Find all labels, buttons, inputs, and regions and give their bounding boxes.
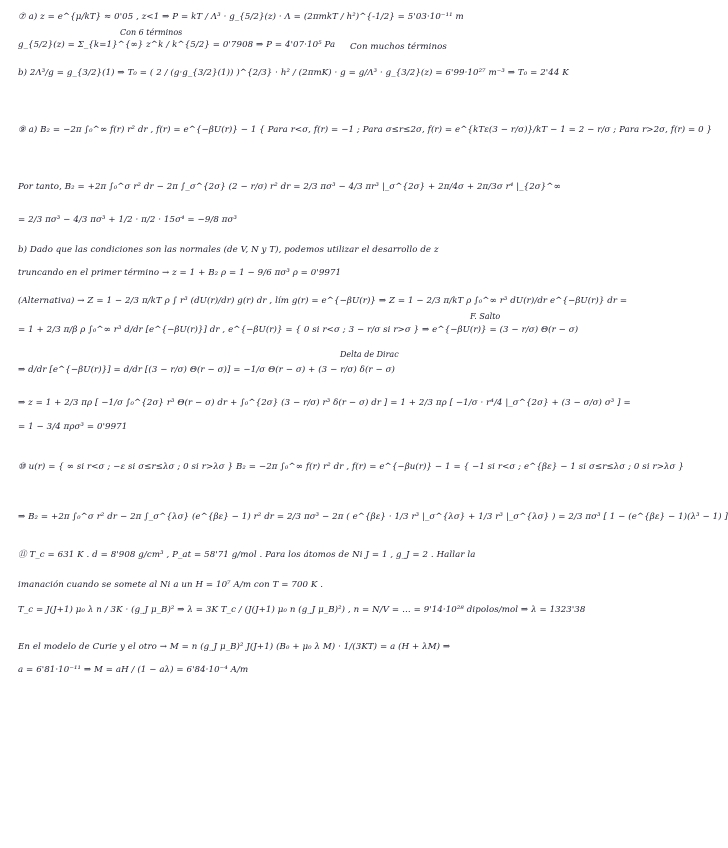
line-9a: ⑨ a) B₂ = −2π ∫₀^∞ f(r) r² dr , f(r) = e^{−βU(r)} − 1 { Para r<σ, f(r) = −1 ; Para σ≤r≤2σ, f(r) = e^{kTε(3 − r/σ)}/kT − 1 = 2 − r/σ ; Para r>2σ, f(r) = 0 } [18, 125, 713, 135]
line-7a-2: g_{5/2}(z) = Σ_{k=1}^{∞} z^k / k^{5/2} = 0'7908 ⇒ P = 4'07·10⁵ Pa [18, 40, 336, 50]
line-9b: b) Dado que las condiciones son las normales (de V, N y T), podemos utilizar el desarrollo de z [18, 245, 439, 255]
line-11-4: En el modelo de Curie y el otro → M = n (g_J μ_B)² J(J+1) (B₀ + μ₀ λ M) · 1/(3KT) = a (H + λM) ⇒ [18, 642, 451, 652]
line-10: ⑩ u(r) = { ∞ si r<σ ; −ε si σ≤r≤λσ ; 0 si r>λσ } B₂ = −2π ∫₀^∞ f(r) r² dr , f(r) = e^{−βu(r)} − 1 = { −1 si r<σ ; e^{βε} − 1 si σ≤r≤λσ ; 0 si r>λσ } [18, 462, 684, 472]
line-9b-alt-4: ⇒ z = 1 + 2/3 πρ [ −1/σ ∫₀^{2σ} r³ Θ(r − σ) dr + ∫₀^{2σ} (3 − r/σ) r³ δ(r − σ) dr ] = 1 + 2/3 πρ [ −1/σ · r⁴/4 |_σ^{2σ} + (3 − σ/σ) σ³ ] = [18, 398, 631, 408]
line-9b-alt-5: = 1 − 3/4 πρσ³ = 0'9971 [18, 422, 128, 432]
line-11: ⑪ T_c = 631 K . d = 8'908 g/cm³ , P_at = 58'71 g/mol . Para los átomos de Ni J = 1 , g_J = 2 . Hallar la [18, 550, 476, 560]
line-9a-3: = 2/3 πσ³ − 4/3 πσ³ + 1/2 · π/2 · 15σ⁴ = −9/8 πσ³ [18, 215, 238, 225]
line-9b-alt-2: = 1 + 2/3 π/β ρ ∫₀^∞ r³ d/dr [e^{−βU(r)}] dr , e^{−βU(r)} = { 0 si r<σ ; 3 − r/σ si r>σ } ⇒ e^{−βU(r)} = (3 − r/σ) Θ(r − σ) [18, 325, 579, 335]
note-6-terms: Con 6 términos [120, 28, 183, 37]
line-10-2: ⇒ B₂ = +2π ∫₀^σ r² dr − 2π ∫_σ^{λσ} (e^{βε} − 1) r² dr = 2/3 πσ³ − 2π ( e^{βε} · 1/3 r³ |_σ^{λσ} + 1/3 r³ |_σ^{λσ} ) = 2/3 πσ³ [ 1 − (e^{βε} − 1)(λ³ − 1) ] [18, 512, 728, 522]
note-f-salto: F. Salto [470, 312, 501, 321]
line-11-2: imanación cuando se somete al Ni a un H = 10⁷ A/m con T = 700 K . [18, 580, 324, 590]
line-11-5: a = 6'81·10⁻¹¹ ⇒ M = aH / (1 − aλ) = 6'84·10⁻⁴ A/m [18, 665, 249, 675]
note-delta-dirac: Delta de Dirac [340, 350, 399, 359]
line-note-muchos: Con muchos términos [350, 42, 447, 52]
line-11-3: T_c = J(J+1) μ₀ λ n / 3K · (g_J μ_B)² ⇒ λ = 3K T_c / (J(J+1) μ₀ n (g_J μ_B)²) , n = N/V = … = 9'14·10²⁸ dipolos/mol ⇒ λ = 1323'38 [18, 605, 586, 615]
line-7b: b) 2Λ³/g = g_{3/2}(1) ⇒ T₀ = ( 2 / (g·g_{3/2}(1)) )^{2/3} · h² / (2πmK) · g = g/Λ³ · g_{3/2}(z) = 6'99·10²⁷ m⁻³ ⇒ T₀ = 2'44 K [18, 68, 569, 78]
line-9b-alt-3: ⇒ d/dr [e^{−βU(r)}] = d/dr [(3 − r/σ) Θ(r − σ)] = −1/σ Θ(r − σ) + (3 − r/σ) δ(r − σ) [18, 365, 395, 375]
line-9b-alt: (Alternativa) → Z = 1 − 2/3 π/kT ρ ∫ r³ (dU(r)/dr) g(r) dr , lím g(r) = e^{−βU(r)} ⇒ Z = 1 − 2/3 π/kT ρ ∫₀^∞ r³ dU(r)/dr e^{−βU(r)} dr = [18, 296, 628, 306]
line-9a-2: Por tanto, B₂ = +2π ∫₀^σ r² dr − 2π ∫_σ^{2σ} (2 − r/σ) r² dr = 2/3 πσ³ − 4/3 πr³ |_σ^{2σ} + 2π/4σ + 2π/3σ r⁴ |_{2σ}^∞ [18, 182, 561, 192]
line-7a: ⑦ a) z = e^{μ/kT} ≈ 0'05 , z<1 ⇒ P = kT / Λ³ · g_{5/2}(z) · Λ = (2πmkT / h²)^{-1/2} = 5'03·10⁻¹¹ m [18, 12, 464, 22]
line-9b-2: truncando en el primer término → z = 1 + B₂ ρ = 1 − 9/6 πσ³ ρ = 0'9971 [18, 268, 342, 278]
